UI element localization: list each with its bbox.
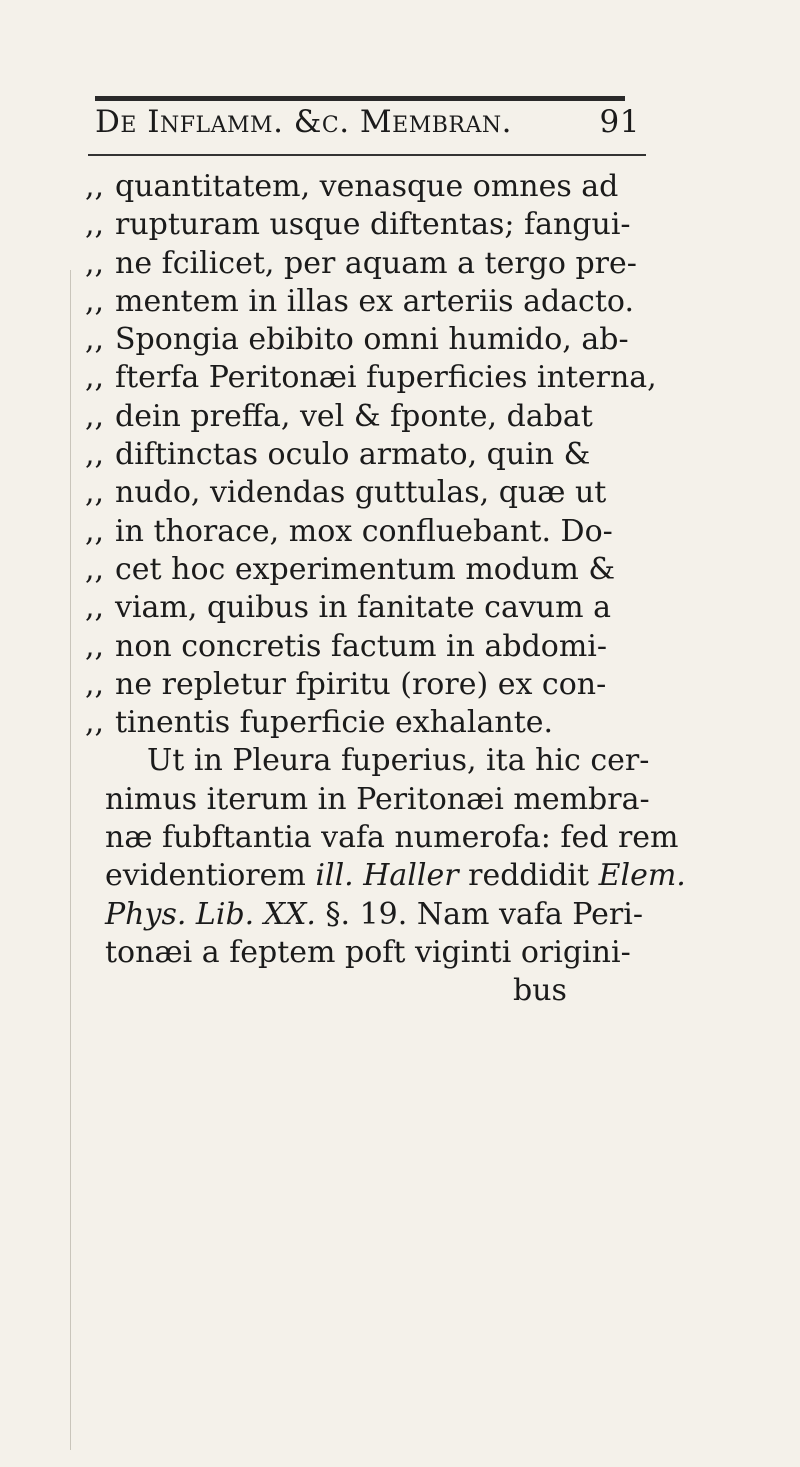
quoted-line bbox=[85, 628, 665, 666]
running-title: De Inflamm. &c. Membran. bbox=[95, 104, 512, 140]
quote-mark: ,, bbox=[85, 513, 105, 549]
line-text: fterfa Peritonæi fuperficies interna, bbox=[115, 360, 657, 396]
text-run: reddidit bbox=[458, 858, 599, 894]
quoted-line bbox=[85, 704, 665, 742]
quoted-line bbox=[85, 666, 665, 704]
quoted-line bbox=[85, 245, 665, 283]
running-header bbox=[95, 104, 640, 140]
quoted-line bbox=[85, 436, 665, 474]
quote-mark: ,, bbox=[85, 666, 105, 702]
quote-mark: ,, bbox=[85, 207, 105, 243]
line-text: ne repletur fpiritu (rore) ex con- bbox=[115, 666, 607, 702]
quote-mark: ,, bbox=[85, 628, 105, 664]
quote-mark: ,, bbox=[85, 590, 105, 626]
line-text: in thorace, mox confluebant. Do- bbox=[115, 513, 613, 549]
paragraph-line: Ut in Pleura fuperius, ita hic cer- bbox=[147, 743, 650, 779]
paragraph-line: nimus iterum in Peritonæi membra- bbox=[105, 781, 650, 817]
italic-run: ill. Haller bbox=[315, 858, 459, 894]
line-text: diftinctas oculo armato, quin & bbox=[115, 437, 591, 473]
paragraph-line: næ fubftantia vafa numerofa: fed rem bbox=[105, 820, 679, 856]
quoted-line bbox=[85, 359, 665, 397]
quote-mark: ,, bbox=[85, 705, 105, 741]
catchword: bus bbox=[513, 973, 567, 1009]
quoted-line bbox=[85, 513, 665, 551]
quote-mark: ,, bbox=[85, 398, 105, 434]
italic-run: Elem. bbox=[598, 858, 686, 894]
line-text: ne fcilicet, per aquam a tergo pre- bbox=[115, 245, 637, 281]
top-ink-rule bbox=[95, 96, 625, 101]
quote-mark: ,, bbox=[85, 283, 105, 319]
quoted-line bbox=[85, 474, 665, 512]
line-text: tinentis fuperficie exhalante. bbox=[115, 705, 554, 741]
quote-mark: ,, bbox=[85, 169, 105, 204]
quoted-line bbox=[85, 321, 665, 359]
italic-run: Phys. Lib. XX. bbox=[105, 896, 316, 932]
line-text: cet hoc experimentum modum & bbox=[115, 551, 616, 587]
quote-mark: ,, bbox=[85, 551, 105, 587]
body-text bbox=[85, 168, 686, 1011]
quoted-line bbox=[85, 398, 665, 436]
page-number: 91 bbox=[599, 104, 640, 140]
quote-mark: ,, bbox=[85, 245, 105, 281]
text-run: evidentiorem bbox=[105, 858, 316, 894]
line-text: nudo, videndas guttulas, quæ ut bbox=[115, 475, 607, 511]
quote-mark: ,, bbox=[85, 437, 105, 473]
paragraph-line bbox=[85, 857, 686, 895]
quote-mark: ,, bbox=[85, 360, 105, 396]
line-text: viam, quibus in fanitate cavum a bbox=[115, 590, 611, 626]
quoted-line bbox=[85, 589, 665, 627]
line-text: Spongia ebibito omni humido, ab- bbox=[115, 322, 629, 358]
line-text: non concretis factum in abdomi- bbox=[115, 628, 608, 664]
header-rule bbox=[88, 154, 646, 156]
line-text: mentem in illas ex arteriis adacto. bbox=[115, 283, 634, 319]
quote-mark: ,, bbox=[85, 475, 105, 511]
gutter-shadow bbox=[70, 270, 71, 1450]
quoted-line bbox=[85, 283, 665, 321]
quoted-line bbox=[85, 168, 665, 206]
text-run: §. 19. Nam vafa Peri- bbox=[315, 896, 643, 932]
paragraph-line bbox=[85, 896, 665, 934]
quote-mark: ,, bbox=[85, 322, 105, 358]
line-text: rupturam usque diftentas; fangui- bbox=[115, 207, 631, 243]
line-text: quantitatem, venasque omnes ad bbox=[115, 169, 619, 204]
paragraph-line: tonæi a feptem poft viginti origini- bbox=[105, 934, 631, 970]
line-text: dein preffa, vel & fponte, dabat bbox=[115, 398, 593, 434]
quoted-line bbox=[85, 551, 665, 589]
quoted-line bbox=[85, 206, 665, 244]
